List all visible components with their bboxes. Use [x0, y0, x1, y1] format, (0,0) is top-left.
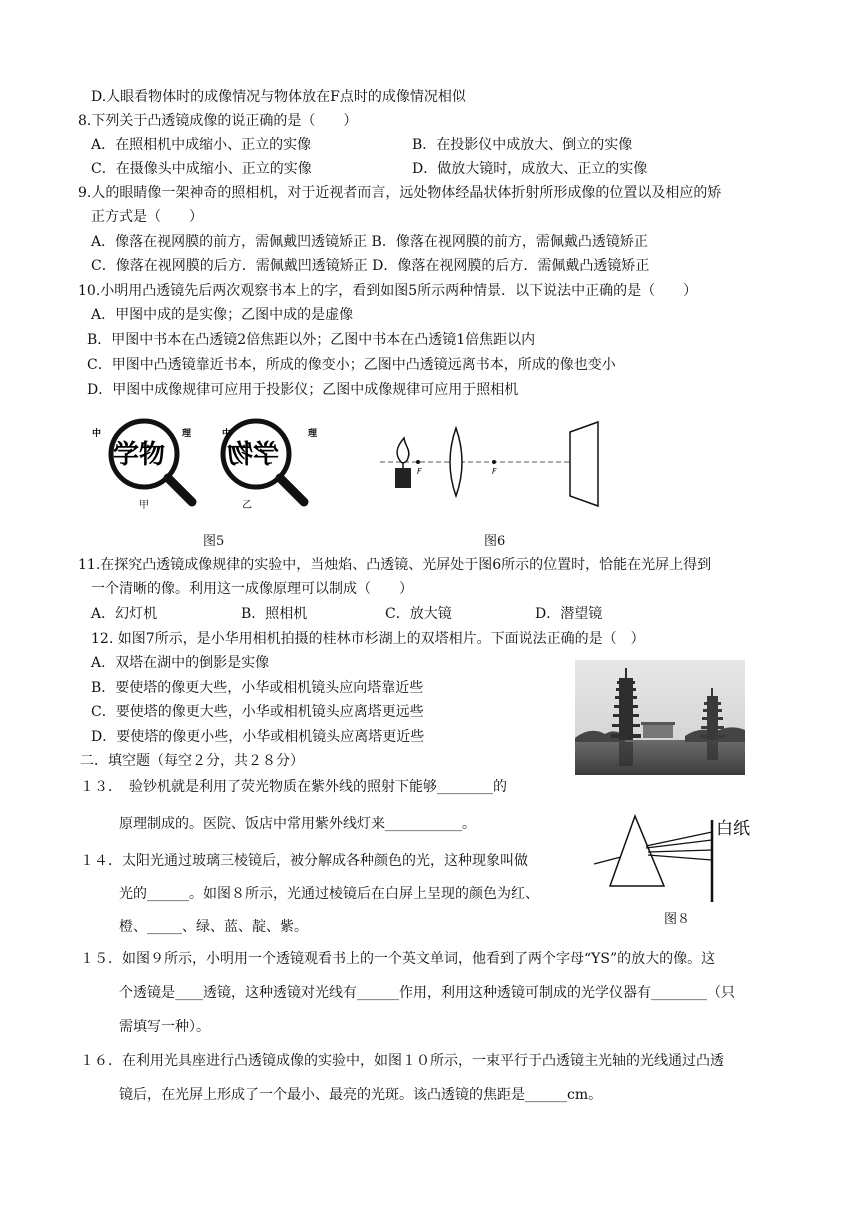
- q8-stem: 8.下列关于凸透镜成像的说正确的是（ ）: [78, 113, 358, 129]
- candle: [395, 438, 411, 488]
- jia-label: 甲: [139, 500, 149, 511]
- q9-options-ab: A．像落在视网膜的前方，需佩戴凹透镜矫正 B．像落在视网膜的前方，需佩戴凸透镜矫正: [91, 234, 648, 250]
- q9-stem-line2: 正方式是（ ）: [91, 209, 203, 225]
- jia-left-char: 中: [92, 429, 102, 439]
- q10-option-d: D．甲图中成像规律可应用于投影仪；乙图中成像规律可应用于照相机: [87, 382, 519, 398]
- focal-label-left: F: [417, 467, 422, 476]
- q8-option-d: D．做放大镜时，成放大、正立的实像: [412, 161, 648, 177]
- q14-line3: 橙、_____、绿、蓝、靛、紫。: [119, 919, 308, 935]
- yi-inverted-text: 学物: [226, 440, 279, 470]
- section-2-heading: 二．填空题（每空２分，共２８分）: [80, 753, 304, 769]
- q13-line1: １３． 验钞机就是利用了荧光物质在紫外线的照射下能够________的: [80, 779, 507, 795]
- focal-point-right: [492, 460, 496, 464]
- figure-5-caption: 图5: [203, 534, 225, 549]
- q14-line2: 光的______。如图８所示，光通过棱镜后在白屏上呈现的颜色为红、: [119, 886, 539, 902]
- white-paper-label: 白纸: [716, 819, 750, 839]
- q11-option-d: D．潜望镜: [535, 606, 603, 622]
- q8-option-a: A．在照相机中成缩小、正立的实像: [91, 137, 312, 153]
- q16-line1: １６．在利用光具座进行凸透镜成像的实验中，如图１０所示，一束平行于凸透镜主光轴的光线通过凸透: [80, 1053, 724, 1069]
- figure-5: [84, 418, 354, 513]
- q8-option-c: C．在摄像头中成缩小、正立的实像: [91, 161, 312, 177]
- q11-option-b: B．照相机: [241, 606, 308, 622]
- q10-option-c: C．甲图中凸透镜靠近书本，所成的像变小；乙图中凸透镜远离书本，所成的像也变小: [87, 357, 616, 373]
- convex-lens: [450, 428, 462, 496]
- q11-stem-line2: 一个清晰的像。利用这一成像原理可以制成（ ）: [91, 581, 413, 597]
- yi-left-char: 中: [222, 429, 232, 439]
- figure-5-jia: [92, 421, 192, 511]
- yi-right-char: 理: [308, 429, 318, 439]
- figure-7-twin-pagodas-photo: [575, 660, 745, 775]
- q13-line2: 原理制成的。医院、饭店中常用紫外线灯来___________。: [119, 816, 476, 832]
- focal-point-left: [416, 460, 420, 464]
- q11-option-a: A．幻灯机: [91, 606, 158, 622]
- q11-stem-line1: 11.在探究凸透镜成像规律的实验中，当烛焰、凸透镜、光屏处于图6所示的位置时，恰能在光屏上得到: [78, 557, 712, 573]
- q14-line1: １４．太阳光通过玻璃三棱镜后，被分解成各种颜色的光，这种现象叫做: [80, 853, 528, 869]
- figure-6: [378, 418, 608, 510]
- q15-line1: １５．如图９所示，小明用一个透镜观看书上的一个英文单词，他看到了两个字母“YS”的放大的像。这: [80, 951, 716, 967]
- q12-option-a: A．双塔在湖中的倒影是实像: [91, 655, 270, 671]
- q10-option-b: B．甲图中书本在凸透镜2倍焦距以外；乙图中书本在凸透镜1倍焦距以内: [87, 332, 536, 348]
- focal-label-right: F: [492, 467, 497, 476]
- jia-right-char: 理: [182, 429, 192, 439]
- figure-8-prism: [590, 812, 790, 904]
- q9-options-cd: C．像落在视网膜的后方．需佩戴凹透镜矫正 D．像落在视网膜的后方．需佩戴凸透镜矫正: [91, 258, 650, 274]
- q7-option-d: D.人眼看物体时的成像情况与物体放在F点时的成像情况相似: [91, 89, 466, 105]
- q12-option-d: D．要使塔的像更小些，小华或相机镜头应离塔更近些: [91, 729, 425, 745]
- glass-prism: [610, 816, 664, 886]
- q11-option-c: C．放大镜: [385, 606, 452, 622]
- figure-6-caption: 图6: [484, 534, 506, 549]
- q15-line3: 需填写一种）。: [119, 1019, 210, 1035]
- light-screen: [570, 422, 598, 506]
- jia-magnified-text: 学物: [113, 440, 166, 470]
- q8-option-b: B．在投影仪中成放大、倒立的实像: [412, 137, 633, 153]
- q16-line2: 镜后，在光屏上形成了一个最小、最亮的光斑。该凸透镜的焦距是______cm。: [119, 1087, 603, 1103]
- q12-option-c: C．要使塔的像更大些，小华或相机镜头应离塔更远些: [91, 704, 424, 720]
- q12-option-b: B．要使塔的像更大些，小华或相机镜头应向塔靠近些: [91, 680, 424, 696]
- yi-label: 乙: [242, 500, 252, 511]
- q12-stem: 12. 如图7所示，是小华用相机拍摄的桂林市杉湖上的双塔相片。下面说法正确的是（ ）: [91, 631, 645, 647]
- q15-line2: 个透镜是____透镜，这种透镜对光线有______作用，利用这种透镜可制成的光学仪器有________（只: [119, 985, 735, 1001]
- q10-option-a: A．甲图中成的是实像；乙图中成的是虚像: [91, 307, 354, 323]
- figure-8-caption: 图８: [664, 912, 691, 927]
- figure-5-yi: [222, 421, 318, 511]
- q10-stem: 10.小明用凸透镜先后两次观察书本上的字，看到如图5所示两种情景．以下说法中正确的是（ ）: [78, 283, 698, 299]
- q9-stem-line1: 9.人的眼睛像一架神奇的照相机，对于近视者而言，远处物体经晶状体折射所形成像的位置以及相应的矫: [78, 185, 722, 201]
